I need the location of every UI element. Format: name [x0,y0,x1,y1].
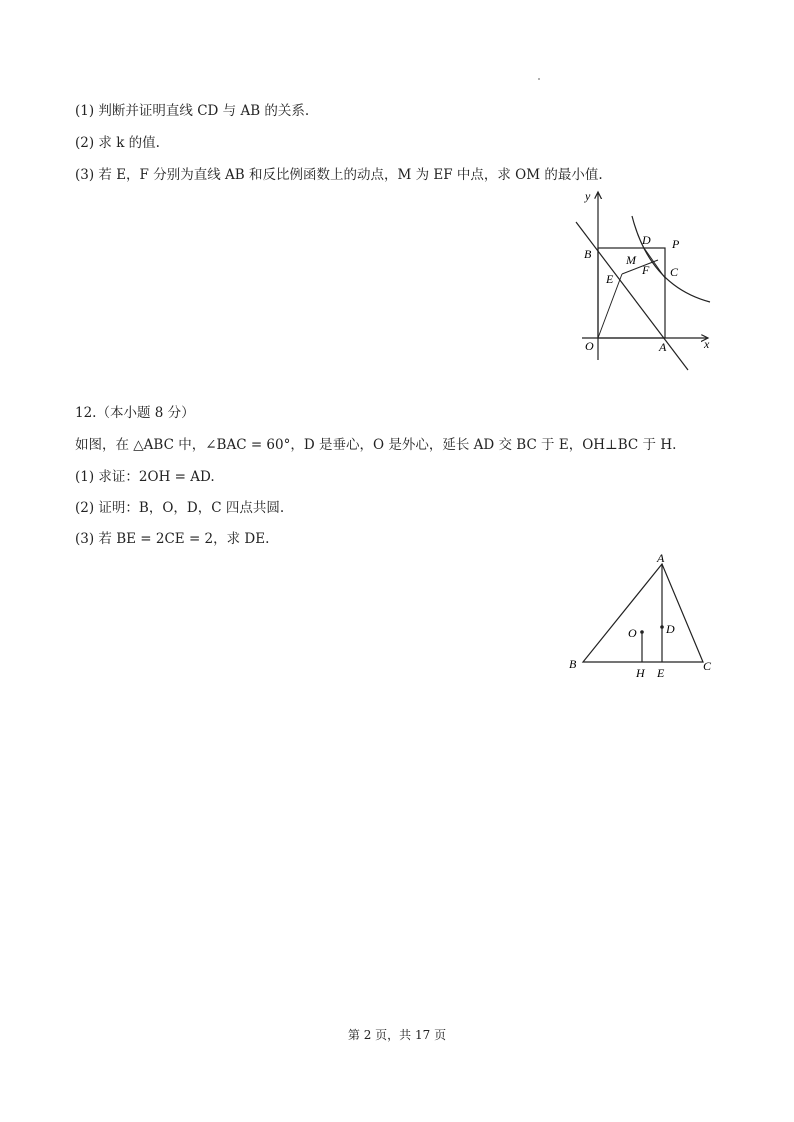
q12-part3: (3) 若 BE = 2CE = 2，求 DE. [75,531,270,547]
label-F: F [642,263,650,277]
label-C: C [703,659,712,673]
triangle-ABC [583,564,703,662]
label-D: D [642,233,651,247]
label-E: E [606,272,614,286]
q11-part3: (3) 若 E，F 分别为直线 AB 和反比例函数上的动点，M 为 EF 中点，求 OM 的最小值. [75,167,603,183]
point-D [660,625,664,629]
speck [538,78,540,80]
label-O: O [628,626,637,640]
label-O: O [585,339,594,353]
label-y: y [585,189,591,203]
label-M: M [626,253,636,267]
label-A: A [657,551,665,565]
label-C: C [670,265,679,279]
label-A: A [659,340,667,354]
hyperbola [632,216,710,302]
label-P: P [672,237,680,251]
q11-figure [570,182,720,382]
label-E: E [657,666,665,680]
q12-part2: (2) 证明：B，O，D，C 四点共圆. [75,500,285,516]
q12-header: 12.（本小题 8 分） [75,405,195,421]
q12-stem: 如图，在 △ABC 中，∠BAC = 60°，D 是垂心，O 是外心，延长 AD 交 BC 于 E，OH⊥BC 于 H. [75,437,677,453]
q11-part1: (1) 判断并证明直线 CD 与 AB 的关系. [75,103,310,119]
label-D: D [666,622,675,636]
q12-part1: (1) 求证：2OH = AD. [75,469,215,485]
point-O [640,630,644,634]
label-B: B [584,247,592,261]
label-x: x [704,337,710,351]
label-H: H [636,666,645,680]
page-footer: 第 2 页，共 17 页 [347,1028,447,1042]
label-B: B [569,657,577,671]
q12-figure [565,550,725,685]
q11-part2: (2) 求 k 的值. [75,135,160,151]
